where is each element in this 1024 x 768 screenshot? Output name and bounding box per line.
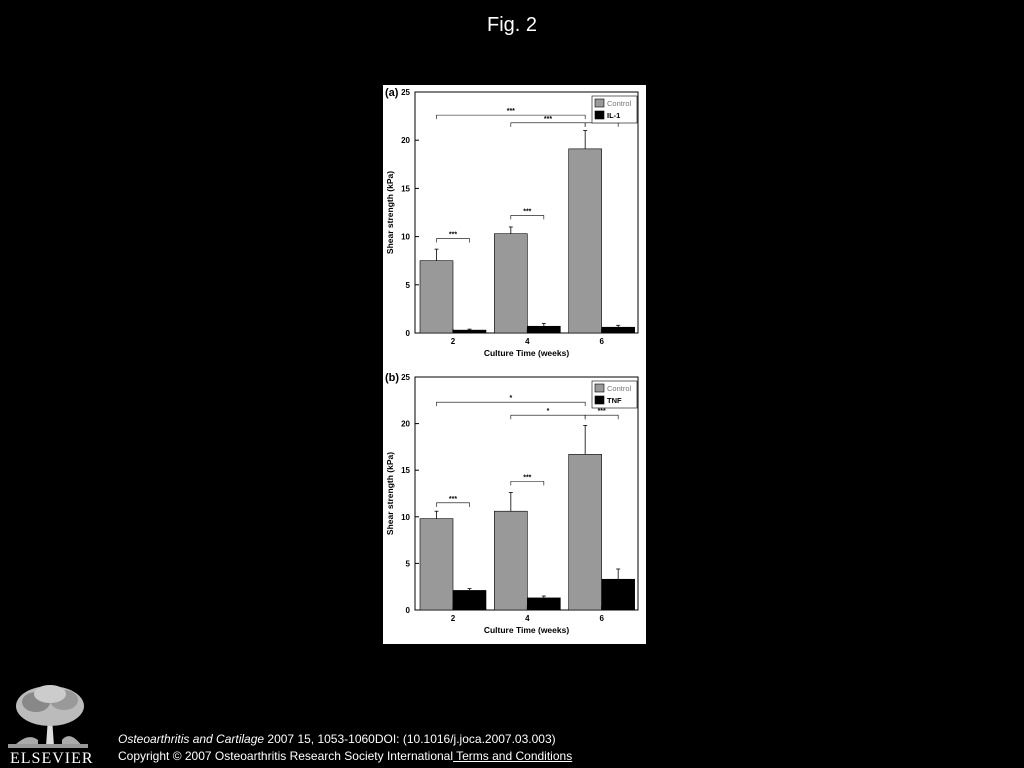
panel-label: (b) (385, 372, 400, 384)
bar (602, 579, 635, 610)
legend-label: Control (607, 99, 632, 108)
significance-bracket (511, 123, 585, 127)
y-tick-label: 20 (401, 136, 410, 146)
y-tick-label: 5 (405, 280, 410, 290)
x-tick-label: 2 (450, 337, 456, 346)
citation-line (118, 731, 572, 748)
panel-a (383, 85, 646, 367)
y-tick-label: 25 (401, 88, 410, 97)
y-tick-label: 20 (401, 419, 410, 429)
y-tick-label: 15 (401, 466, 410, 476)
y-axis-label: Shear strength (kPa) (385, 451, 395, 536)
journal-name: Osteoarthritis and Cartilage (118, 732, 265, 746)
slide-title: Fig. 2 (486, 14, 538, 36)
bar (527, 326, 560, 333)
bar (569, 454, 602, 610)
bar (569, 149, 602, 333)
y-tick-label: 10 (401, 512, 410, 522)
y-tick-label: 0 (405, 329, 410, 338)
x-axis-label: Culture Time (weeks) (483, 348, 570, 358)
figure (383, 85, 646, 644)
legend-swatch (595, 111, 604, 119)
significance-label: *** (543, 115, 553, 123)
significance-label: *** (448, 231, 458, 239)
bar (494, 511, 527, 610)
x-tick-label: 4 (525, 337, 530, 346)
bar (453, 590, 486, 610)
panel-b (383, 370, 646, 644)
significance-label: *** (523, 474, 532, 482)
bar (602, 327, 635, 333)
bar (527, 598, 560, 610)
significance-label: * (546, 408, 550, 416)
significance-label: *** (597, 408, 606, 416)
significance-bracket (585, 415, 618, 419)
y-tick-label: 25 (401, 373, 410, 382)
x-axis-label: Culture Time (weeks) (483, 625, 570, 635)
x-tick-label: 4 (525, 614, 530, 623)
significance-label: *** (448, 495, 458, 503)
significance-label: *** (523, 208, 532, 216)
legend-swatch (595, 384, 604, 392)
significance-bracket (437, 239, 470, 243)
legend-label: Control (607, 384, 632, 393)
terms-link[interactable]: Terms and Conditions (453, 749, 573, 763)
bar (453, 330, 486, 333)
bar (494, 234, 527, 333)
publisher-wordmark: ELSEVIER (10, 750, 94, 767)
significance-bracket (437, 115, 586, 119)
y-tick-label: 5 (405, 559, 410, 569)
significance-bracket (437, 503, 470, 507)
y-axis-label: Shear strength (kPa) (385, 170, 395, 255)
footer (118, 731, 572, 765)
significance-bracket (511, 215, 544, 219)
significance-label: *** (506, 108, 515, 116)
significance-bracket (511, 415, 585, 419)
x-tick-label: 6 (599, 337, 604, 346)
significance-bracket (511, 481, 544, 485)
copyright-text: Copyright © 2007 Osteoarthritis Research Society International (118, 749, 454, 763)
significance-bracket (437, 402, 586, 406)
legend-swatch (595, 396, 604, 404)
bar (420, 519, 453, 610)
x-tick-label: 6 (599, 614, 604, 623)
y-tick-label: 15 (401, 184, 410, 194)
chart-panel-a (383, 85, 646, 367)
significance-label: * (509, 395, 513, 403)
legend-label: IL-1 (607, 111, 621, 120)
copyright-line (118, 748, 572, 765)
y-tick-label: 0 (405, 606, 410, 615)
chart-panel-b (383, 370, 646, 644)
significance-bracket (585, 123, 618, 127)
legend-swatch (595, 99, 604, 107)
citation-details: 2007 15, 1053-1060DOI: (10.1016/j.joca.2007.03.003) (264, 732, 556, 746)
legend-label: TNF (607, 396, 622, 405)
x-tick-label: 2 (450, 614, 456, 623)
bar (420, 261, 453, 333)
panel-label: (a) (385, 87, 399, 99)
y-tick-label: 10 (401, 232, 410, 242)
